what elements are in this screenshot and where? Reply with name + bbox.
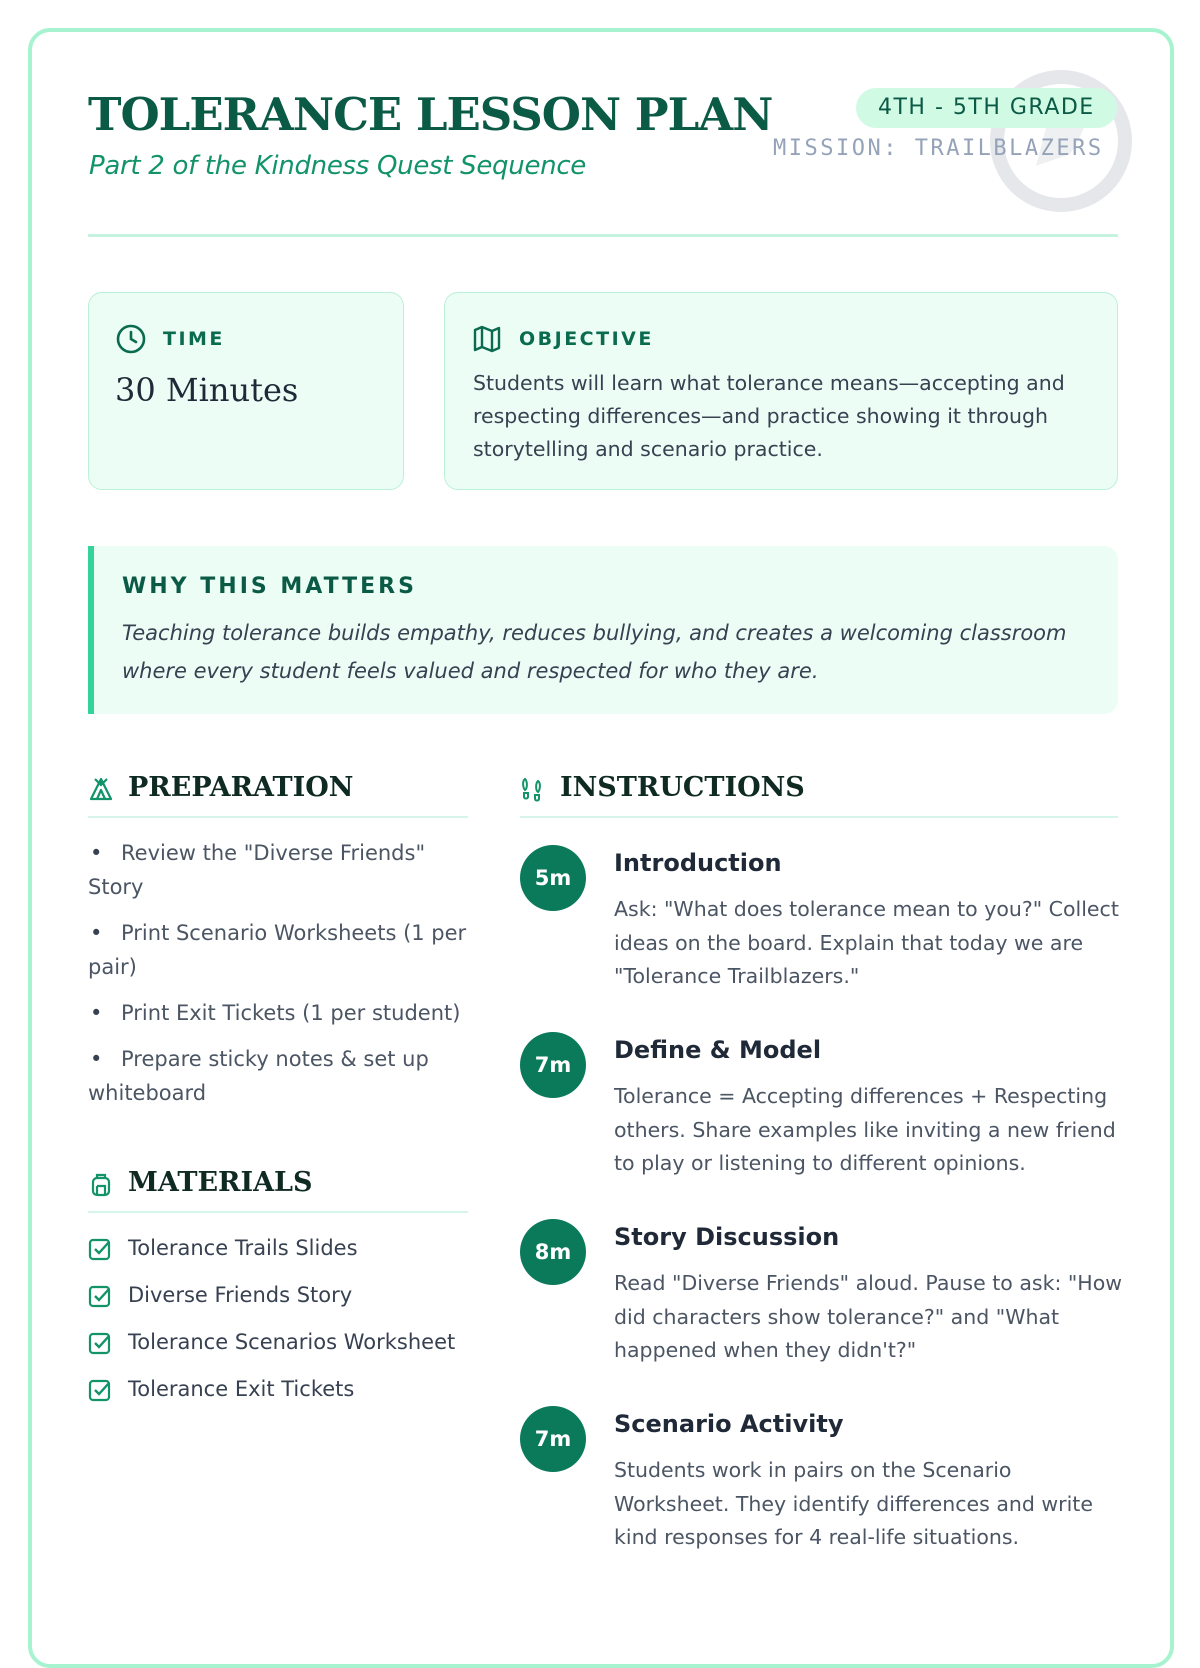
step-duration-badge: 7m	[520, 1406, 586, 1472]
objective-label-text: OBJECTIVE	[519, 328, 654, 350]
step-duration-badge: 5m	[520, 845, 586, 911]
prep-item: • Print Scenario Worksheets (1 per pair)	[88, 921, 467, 979]
materials-list	[88, 1231, 468, 1419]
material-item: Diverse Friends Story	[88, 1278, 468, 1325]
grade-badge: 4TH - 5TH GRADE	[856, 88, 1117, 128]
step-title: Scenario Activity	[614, 1410, 844, 1438]
instruction-step	[520, 1219, 1123, 1379]
why-text: Teaching tolerance builds empathy, reduces bullying, and creates a welcoming classroom where every student feels valued and respected for who they are.	[122, 621, 1067, 683]
material-item: Tolerance Trails Slides	[88, 1231, 468, 1278]
preparation-heading	[88, 770, 468, 818]
instructions-heading-text: INSTRUCTIONS	[560, 772, 805, 803]
instruction-step	[520, 1032, 1120, 1192]
step-title: Define & Model	[614, 1036, 822, 1064]
step-description: Read "Diverse Friends" aloud. Pause to ask: "How did characters show tolerance?" and "What happened when they didn't?"	[614, 1271, 1123, 1362]
clock-icon	[115, 323, 147, 355]
materials-heading-text: MATERIALS	[128, 1167, 313, 1198]
checkbox-checked-icon	[88, 1331, 112, 1355]
prep-item: • Review the "Diverse Friends" Story	[88, 841, 426, 899]
time-card	[88, 292, 404, 490]
material-item: Tolerance Scenarios Worksheet	[88, 1325, 468, 1372]
page-subtitle: Part 2 of the Kindness Quest Sequence	[89, 151, 587, 181]
prep-item: • Print Exit Tickets (1 per student)	[90, 1001, 461, 1025]
step-description: Tolerance = Accepting differences + Respecting others. Share examples like inviting a new friend to play or listening to different opinions.	[614, 1084, 1116, 1175]
tent-icon	[88, 776, 114, 802]
time-value: 30 Minutes	[115, 371, 299, 409]
backpack-icon	[88, 1171, 114, 1197]
map-icon	[471, 323, 503, 355]
header-divider	[88, 234, 1118, 237]
instruction-step	[520, 1406, 1120, 1566]
step-description: Ask: "What does tolerance mean to you?" Collect ideas on the board. Explain that today we are "Tolerance Trailblazers."	[614, 897, 1119, 988]
material-item: Tolerance Exit Tickets	[88, 1372, 468, 1419]
step-description: Students work in pairs on the Scenario Worksheet. They identify differences and write kind responses for 4 real-life situations.	[614, 1458, 1093, 1549]
why-heading: WHY THIS MATTERS	[122, 574, 417, 599]
time-label-text: TIME	[163, 328, 225, 350]
footprints-icon	[520, 776, 546, 802]
preparation-list	[88, 836, 468, 1122]
step-title: Story Discussion	[614, 1223, 840, 1251]
objective-label	[471, 323, 654, 355]
materials-heading	[88, 1165, 468, 1213]
step-duration-badge: 8m	[520, 1219, 586, 1285]
objective-text: Students will learn what tolerance means—accepting and respecting differences—and practice showing it through storytelling and scenario practice.	[473, 371, 1065, 461]
why-this-matters-callout	[88, 546, 1118, 714]
page-title: TOLERANCE LESSON PLAN	[88, 88, 773, 141]
prep-item: • Prepare sticky notes & set up whiteboard	[88, 1047, 429, 1105]
step-duration-badge: 7m	[520, 1032, 586, 1098]
time-label	[115, 323, 225, 355]
objective-card	[444, 292, 1118, 490]
checkbox-checked-icon	[88, 1237, 112, 1261]
preparation-heading-text: PREPARATION	[128, 772, 354, 803]
step-title: Introduction	[614, 849, 782, 877]
instructions-heading	[520, 770, 1118, 818]
instruction-step	[520, 845, 1120, 1005]
checkbox-checked-icon	[88, 1378, 112, 1402]
checkbox-checked-icon	[88, 1284, 112, 1308]
mission-label: MISSION: TRAILBLAZERS	[773, 136, 1104, 161]
